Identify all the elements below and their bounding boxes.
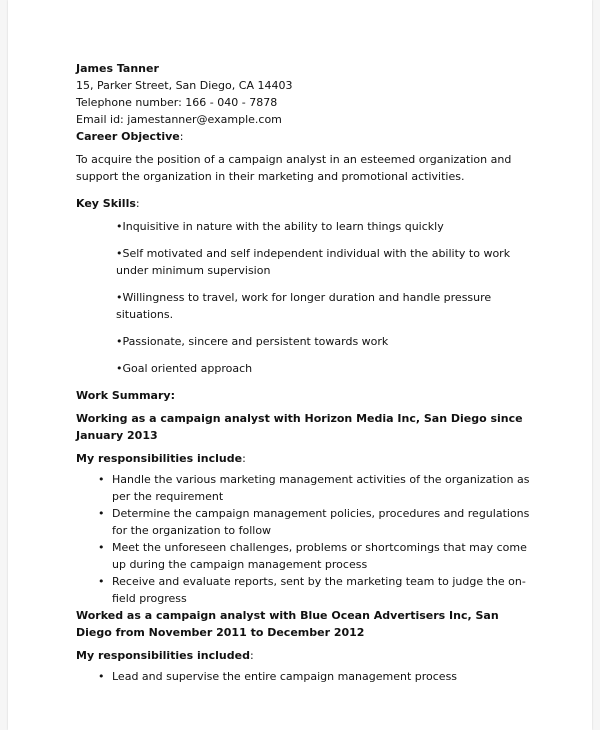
contact-email: Email id: jamestanner@example.com: [76, 113, 282, 126]
objective-heading-row: Career Objective:: [76, 130, 184, 143]
resume-content: [76, 60, 536, 685]
objective-heading: Career Objective: [76, 130, 180, 143]
skill-item: •Passionate, sincere and persistent towards work: [116, 335, 389, 348]
bullet-icon: •: [98, 541, 105, 554]
job2-resp-heading-row: My responsibilities included:: [76, 649, 254, 662]
contact-phone: Telephone number: 166 - 040 - 7878: [76, 96, 278, 109]
skill-item: •Willingness to travel, work for longer duration and handle pressure situations.: [116, 291, 492, 321]
skills-heading-row: Key Skills:: [76, 197, 140, 210]
bullet-icon: •: [98, 670, 105, 683]
job2-resp-heading: My responsibilities included: [76, 649, 250, 662]
job2-title: Worked as a campaign analyst with Blue Ocean Advertisers Inc, San Diego from November 2011 to December 2012: [76, 609, 499, 639]
skill-item: •Self motivated and self independent individual with the ability to work under minimum supervision: [116, 247, 511, 277]
job1-title: Working as a campaign analyst with Horizon Media Inc, San Diego since January 2013: [76, 412, 523, 442]
skill-item: •Inquisitive in nature with the ability to learn things quickly: [116, 220, 444, 233]
job1-resp-list: [76, 471, 536, 607]
list-item: • Receive and evaluate reports, sent by the marketing team to judge the on-field progress: [98, 575, 526, 605]
list-item: • Handle the various marketing management activities of the organization as per the requirement: [98, 473, 530, 503]
objective-text: To acquire the position of a campaign analyst in an esteemed organization and support the organization in their marketing and promotional activities.: [76, 153, 512, 183]
work-heading-row: Work Summary:: [76, 389, 175, 402]
list-item: • Lead and supervise the entire campaign management process: [98, 670, 458, 683]
work-heading: Work Summary: [76, 389, 171, 402]
document-page: [8, 0, 592, 730]
bullet-icon: •: [98, 507, 105, 520]
bullet-icon: •: [98, 575, 105, 588]
bullet-icon: •: [98, 473, 105, 486]
list-item: • Determine the campaign management policies, procedures and regulations for the organization to follow: [98, 507, 530, 537]
job1-resp-heading-row: My responsibilities include:: [76, 452, 246, 465]
list-item: • Meet the unforeseen challenges, problems or shortcomings that may come up during the campaign management process: [98, 541, 527, 571]
job2-resp-list: [76, 668, 536, 685]
job1-resp-heading: My responsibilities include: [76, 452, 243, 465]
skill-item: •Goal oriented approach: [116, 362, 253, 375]
contact-name: James Tanner: [76, 62, 159, 75]
skills-heading: Key Skills: [76, 197, 136, 210]
contact-address: 15, Parker Street, San Diego, CA 14403: [76, 79, 293, 92]
